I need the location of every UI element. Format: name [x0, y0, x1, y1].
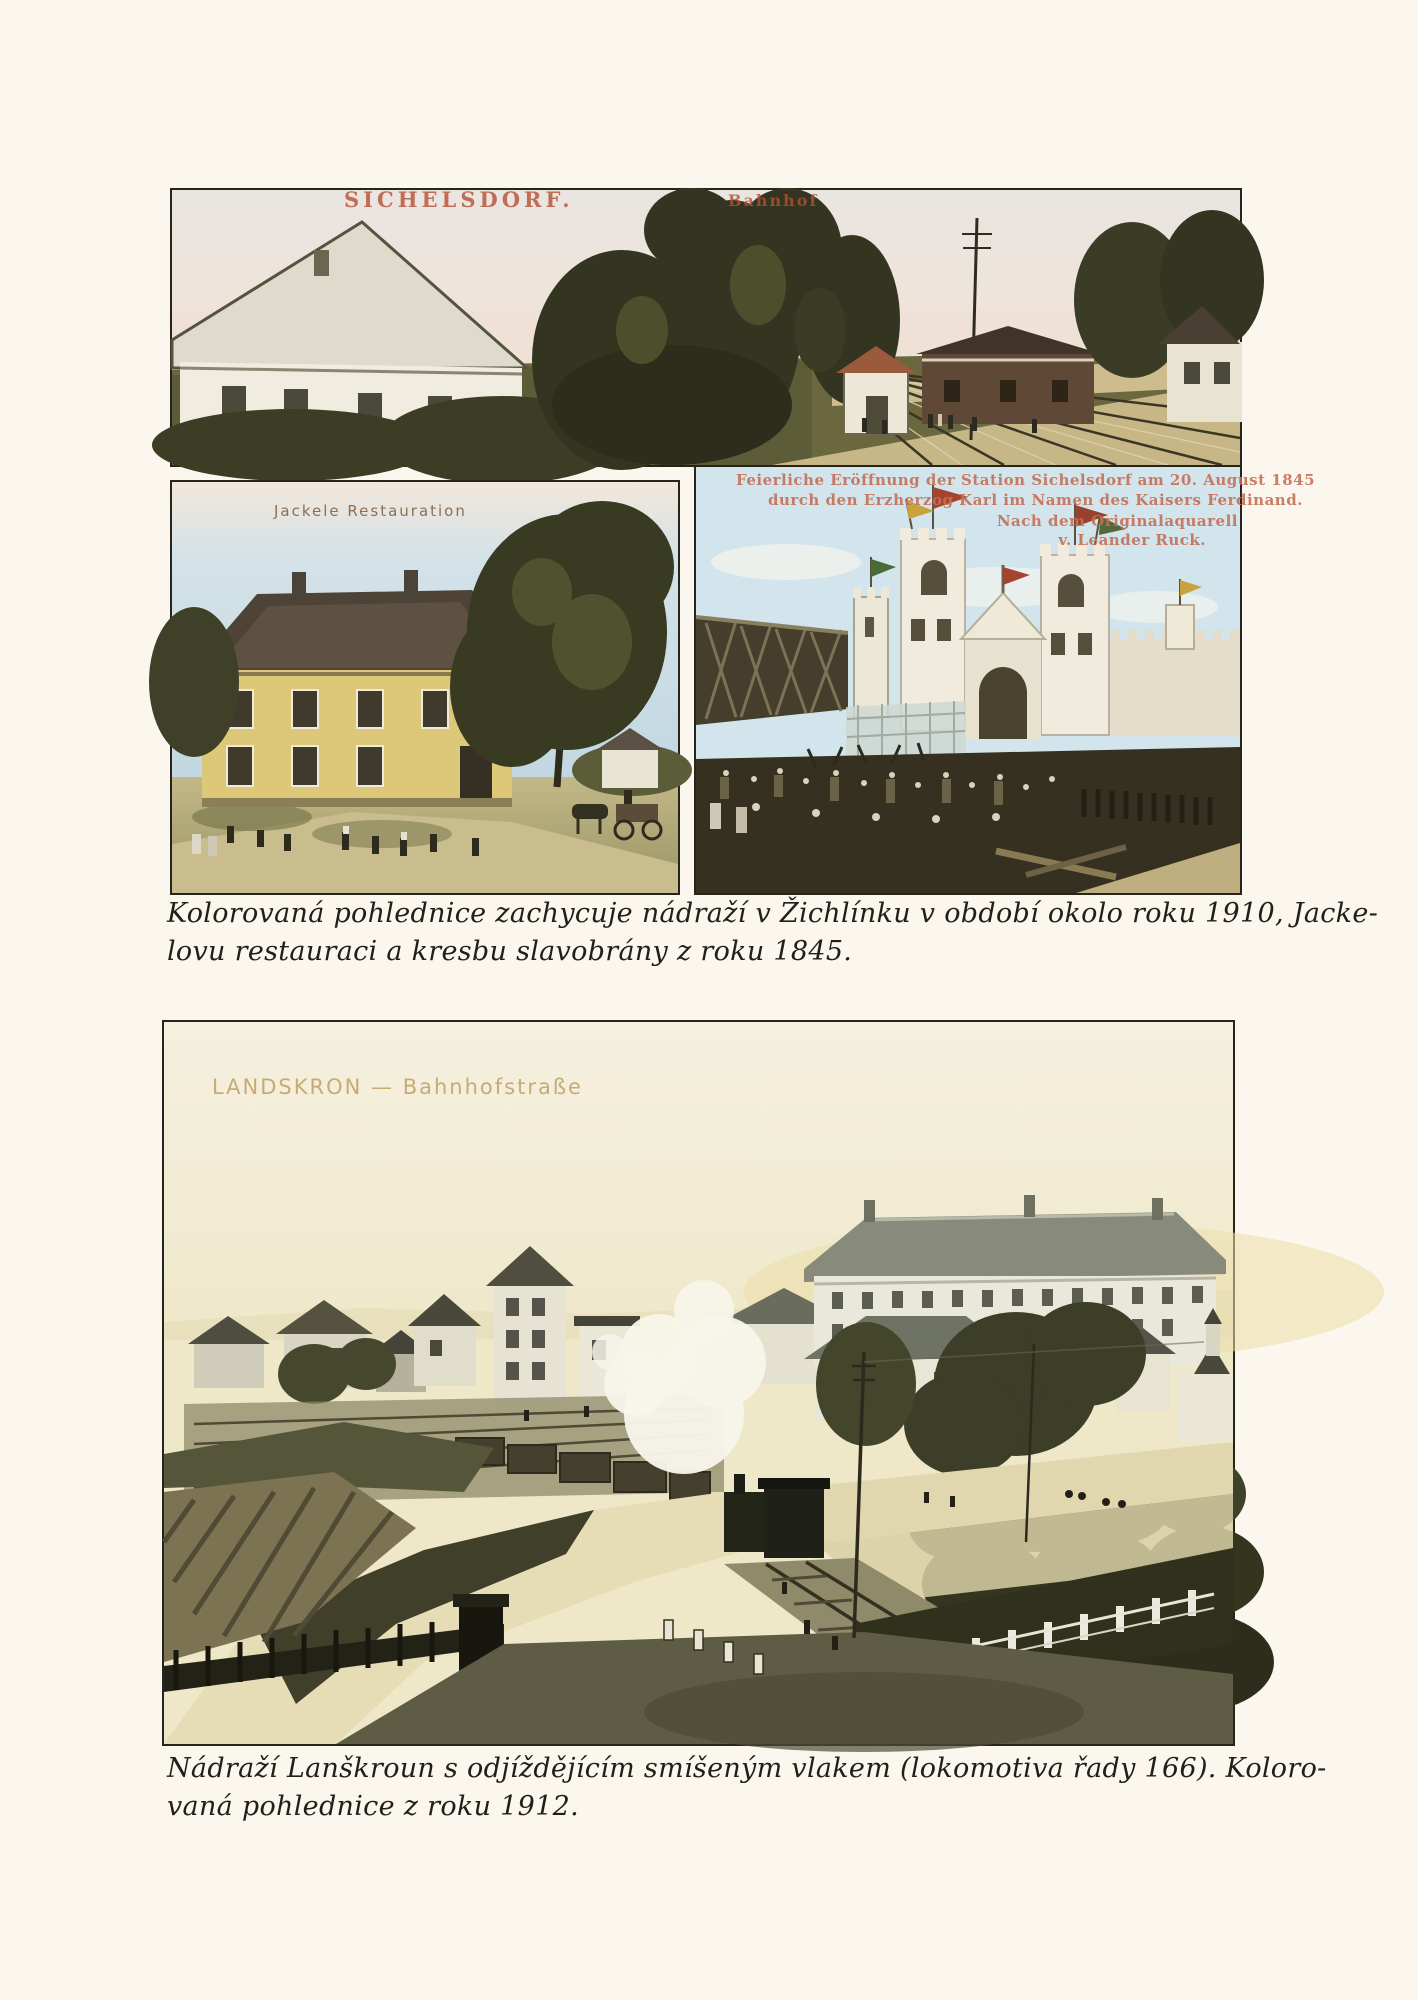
left-postcard-photo — [172, 482, 678, 893]
top-postcard — [170, 188, 1242, 467]
left-postcard-label: Jackele Restauration — [274, 502, 467, 520]
postcard-collage — [170, 187, 1316, 895]
landskron-photo — [164, 1022, 1233, 1744]
top-postcard-subtitle: Bahnhof — [728, 191, 819, 210]
caption-second-postcard — [167, 1750, 1327, 1826]
right-postcard-caption-line-2: durch den Erzherzog Karl im Namen des Kaisers Ferdinand. — [768, 491, 1303, 509]
crowd — [696, 743, 1240, 893]
landskron-postcard — [162, 1020, 1235, 1746]
right-postcard-photo — [696, 467, 1240, 893]
caption-first-postcard — [167, 895, 1378, 971]
caption-line: vaná pohlednice z roku 1912. — [167, 1791, 579, 1822]
caption-line: Kolorovaná pohlednice zachycuje nádraží v Žichlínku v období okolo roku 1910, Jacke- — [167, 898, 1379, 929]
left-tree — [149, 607, 239, 757]
top-postcard-title: SICHELSDORF. — [344, 187, 574, 212]
right-postcard — [694, 465, 1316, 895]
caption-line: Nádraží Lanškroun s odjíždějícím smíšeným vlakem (lokomotiva řady 166). Koloro- — [167, 1753, 1327, 1784]
right-postcard-caption-line-1: Feierliche Eröffnung der Station Sichelsdorf am 20. August 1845 — [736, 471, 1316, 489]
top-postcard-photo — [172, 190, 1240, 465]
right-postcard-caption-line-3: Nach dem Originalaquarell — [996, 512, 1238, 530]
caption-line: lovu restauraci a kresbu slavobrány z roku 1845. — [167, 936, 853, 967]
left-postcard — [170, 480, 680, 895]
grandstand — [696, 617, 848, 725]
right-postcard-caption-line-4: v. Leander Ruck. — [1058, 531, 1206, 549]
landskron-title: LANDSKRON — Bahnhofstraße — [212, 1075, 583, 1099]
